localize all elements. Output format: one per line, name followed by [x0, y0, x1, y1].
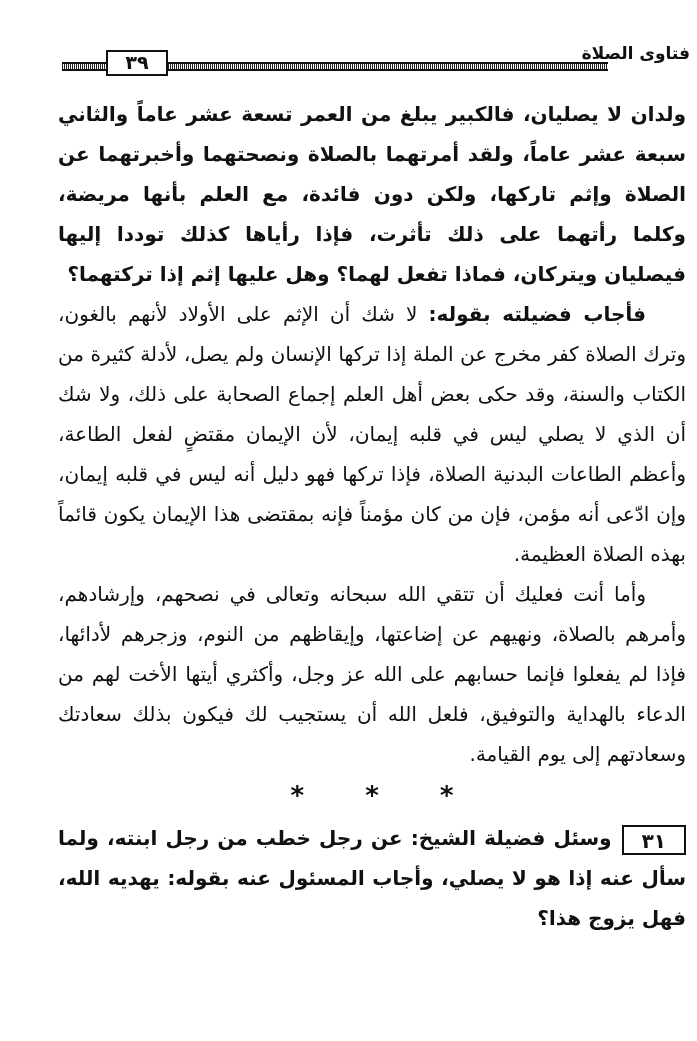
answer-text: لا شك أن الإثم على الأولاد لأنهم بالغون، وترك الصلاة كفر مخرج عن الملة إذا تركها الإنسان ولم يصل، لأدلة كثيرة من الكتاب والسنة، وقد حكى بعض أهل العلم إجماع الصحابة على ذلك، ولا شك أن الذي لا يصلي ليس في قلبه إيمان، لأن الإيمان مقتضٍ لفعل الطاعة، وأعظم الطاعات البدنية الصلاة، فإذا تركها فهو دليل أنه ليس في قلبه إيمان، وإن ادّعى أنه مؤمن، فإن من كان مؤمناً فإنه بمقتضى هذا الإيمان يكون قائماً بهذه الصلاة العظيمة.	[58, 302, 686, 566]
question-31	[58, 818, 686, 938]
page-header	[62, 42, 690, 78]
question-number-box: ٣١	[622, 825, 686, 855]
answer-paragraph	[58, 294, 686, 574]
question-text: وسئل فضيلة الشيخ: عن رجل خطب من رجل ابنته، ولما سأل عنه إذا هو لا يصلي، وأجاب المسئول عنه بقوله: يهديه الله، فهل يزوج هذا؟	[58, 826, 686, 930]
question-continuation-paragraph: ولدان لا يصليان، فالكبير يبلغ من العمر تسعة عشر عاماً والثاني سبعة عشر عاماً، ولقد أمرتهما بالصلاة ونصحتهما وأخبرتهما عن الصلاة وإثم تاركها، ولكن دون فائدة، مع العلم بأنها مريضة، وكلما رأتهما على ذلك تأثرت، فإذا رأياها كذلك توددا إليها فيصليان ويتركان، فماذا تفعل لهما؟ وهل عليها إثم إذا تركتهما؟	[58, 102, 686, 286]
section-separator: * * *	[290, 781, 480, 811]
page-number: ٣٩	[106, 50, 168, 76]
advice-paragraph: وأما أنت فعليك أن تتقي الله سبحانه وتعالى في نصحهم، وإرشادهم، وأمرهم بالصلاة، ونهيهم عن إضاعتها، وإيقاظهم من النوم، وزجرهم لأدائها، فإذا لم يفعلوا فإنما حسابهم على الله عز وجل، وأكثري أيتها الأخت لهم من الدعاء بالهداية والتوفيق، فلعل الله أن يستجيب لك فيكون بذلك سعادتك وسعادتهم إلى يوم القيامة.	[58, 582, 686, 766]
answer-lead: فأجاب فضيلته بقوله:	[428, 302, 646, 326]
running-title: فتاوى الصلاة	[581, 44, 690, 64]
body-text	[58, 94, 686, 938]
